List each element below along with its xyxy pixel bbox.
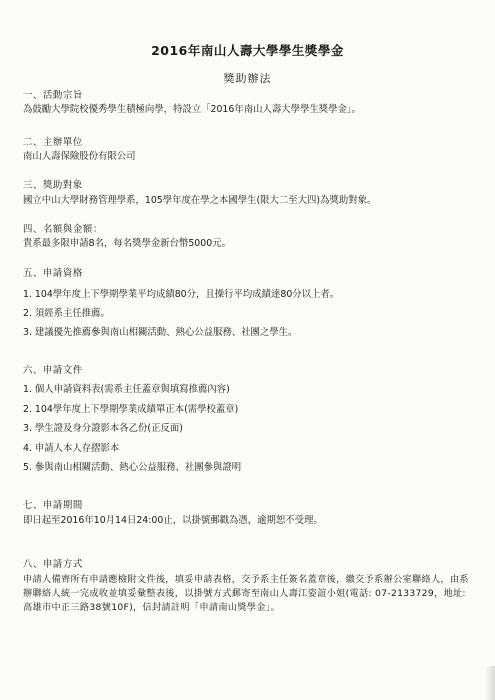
section-6-item: 1. 個人申請資料表(需系主任蓋章與填寫推薦內容) [23, 384, 230, 395]
section-4-text: 貴系最多限申請8名，每名獎學金新台幣5000元。 [23, 238, 231, 249]
document-subtitle: 獎助辦法 [223, 72, 272, 85]
section-6-item: 5. 參與南山相關活動、熱心公益服務、社團參與證明 [23, 462, 242, 473]
section-6-item: 2. 104學年度上下學期學業成績單正本(需學校蓋章) [23, 404, 239, 415]
section-7-text: 即日起至2016年10月14日24:00止，以掛號郵戳為憑，逾期恕不受理。 [23, 515, 323, 526]
section-2-heading: 二、主辦單位 [23, 137, 83, 148]
section-5-item: 1. 104學年度上下學期學業平均成績80分，且操行平均成績達80分以上者。 [23, 289, 340, 300]
section-6-item: 3. 學生證及身分證影本各乙份(正反面) [23, 423, 183, 434]
section-5-item: 3. 建議優先推薦參與南山相關活動、熱心公益服務、社團之學生。 [23, 327, 298, 338]
section-5-heading: 五、申請資格 [23, 268, 83, 279]
section-2-text: 南山人壽保險股份有限公司 [23, 151, 136, 162]
section-3-heading: 三、獎助對象 [23, 180, 83, 191]
section-5-item: 2. 須經系主任推薦。 [23, 308, 110, 319]
section-1-text: 為鼓勵大學院校優秀學生積極向學，特設立「2016年南山人壽大學學生獎學金」。 [23, 104, 361, 115]
section-7-heading: 七、申請期間 [23, 500, 83, 511]
section-6-item: 4. 申請人本人存摺影本 [23, 443, 120, 454]
scan-edge-shadow [485, 666, 495, 700]
section-8-heading: 八、申請方式 [23, 559, 83, 570]
section-1-heading: 一、活動宗旨 [23, 90, 83, 101]
section-6-heading: 六、申請文件 [23, 365, 83, 376]
section-4-heading: 四、名額與金額： [23, 224, 103, 235]
document-title: 2016年南山人壽大學學生獎學金 [151, 43, 344, 58]
section-3-text: 國立中山大學財務管理學系，105學年度在學之本國學生(限大二至大四)為獎助對象。 [23, 195, 377, 206]
section-8-text: 申請人備齊所有申請應檢附文件後，填妥申請表格，交予系主任簽名蓋章後，繳交予系辦公室聯絡人，由系辦聯絡人統一完成收並填妥彙整表後，以掛號方式郵寄至南山人壽江姿誼小姐(電話: 07-2133729，地址: 高雄市中正三路38號10F)，信封請註明「申請南山獎學金」。 [23, 574, 469, 613]
